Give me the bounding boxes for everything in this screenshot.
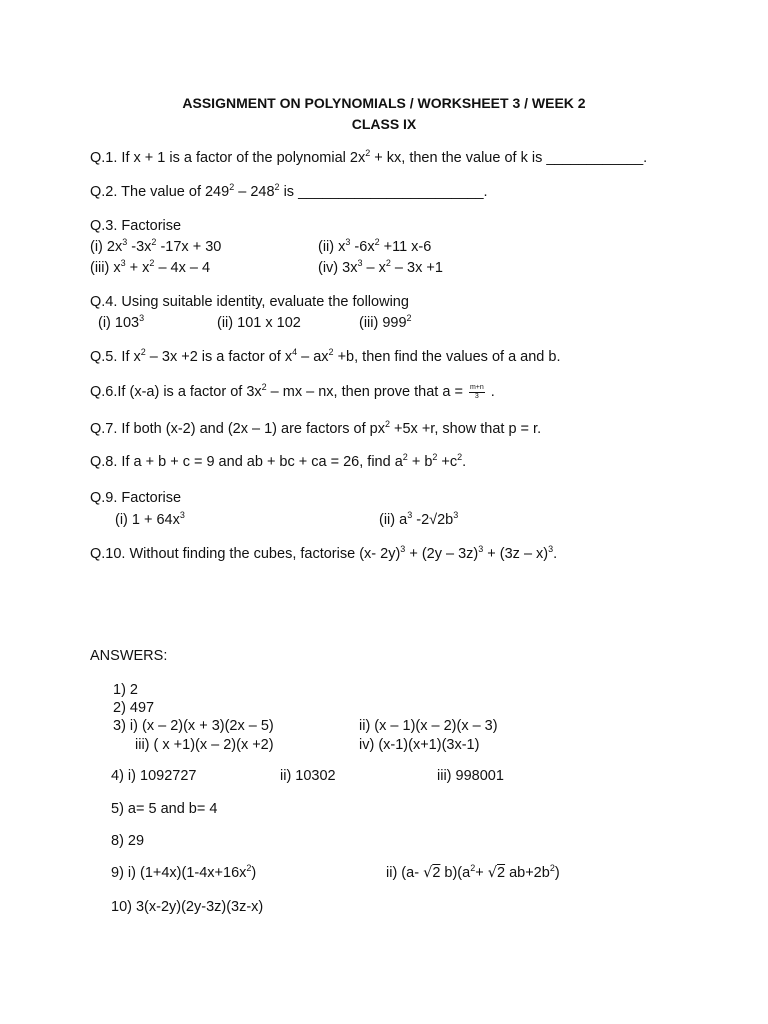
question-3-part-iv: (iv) $3x^3 - x^2 - 3x +1$ bbox=[318, 258, 443, 276]
question-10: Q.10. Without finding the cubes, factorise (x- 2y)$^3$ + (2y – 3z)$^3$ + (3z – x)$^3$. bbox=[90, 544, 558, 562]
answer-9-ii: ii) (a- √2 $b)(a^2+ √2$ $ab+2b^2$) bbox=[386, 863, 560, 881]
answer-3-iii: iii) ( x +1)(x – 2)(x +2) bbox=[135, 737, 274, 753]
question-2: Q.2. The value of $249^2 - 248^2$ is _______________________. bbox=[90, 182, 488, 200]
answer-9-i: 9) i) $(1+4x)(1-4x+16x^2)$ bbox=[111, 863, 257, 881]
question-9-part-i: (i) $1 + 64x^3$ bbox=[115, 510, 185, 528]
answer-3-i: 3) i) (x – 2)(x + 3)(2x – 5) bbox=[113, 718, 274, 734]
question-6: Q.6.If (x-a) is a factor of $3x^2$ – mx – nx, then prove that a = $\frac{m+n}{3}$ . bbox=[90, 382, 495, 400]
question-3-part-iii: (iii) $x^3 + x^2 - 4x - 4$ bbox=[90, 258, 211, 276]
question-9-part-ii: (ii) $a^3$ $-2√2b^3$ bbox=[379, 510, 459, 528]
answer-2: 2) 497 bbox=[113, 700, 155, 716]
answers-heading: ANSWERS: bbox=[90, 648, 168, 664]
question-4-part-iii: (iii) $999^2$ bbox=[359, 313, 412, 331]
answer-1: 1) 2 bbox=[113, 682, 138, 698]
question-5: Q.5. If $x^2 - 3x +2$ is a factor of $x^4 - ax^2 +b$, then find the values of a and b. bbox=[90, 347, 561, 365]
answer-3-iv: iv) (x-1)(x+1)(3x-1) bbox=[359, 737, 480, 753]
question-4-part-i: (i) $103^3$ bbox=[98, 313, 145, 331]
question-4-title: Q.4. Using suitable identity, evaluate the following bbox=[90, 294, 409, 310]
question-1: Q.1. If x + 1 is a factor of the polynomial $2x^2$ + kx, then the value of k is ____________. bbox=[90, 148, 648, 166]
sqrt-symbol: √ bbox=[423, 865, 433, 881]
question-4-part-ii: (ii) 101 x 102 bbox=[217, 315, 301, 331]
answer-4-iii: iii) 998001 bbox=[437, 768, 504, 784]
answer-5: 5) a= 5 and b= 4 bbox=[111, 801, 218, 817]
answer-8: 8) 29 bbox=[111, 833, 145, 849]
question-3-title: Q.3. Factorise bbox=[90, 218, 182, 234]
question-3-part-ii: (ii) $x^3$ $-6x^2 +11$ x-6 bbox=[318, 237, 432, 255]
answer-4-ii: ii) 10302 bbox=[280, 768, 336, 784]
fraction: $\frac{m+n}{3}$ bbox=[469, 383, 484, 400]
page-title: ASSIGNMENT ON POLYNOMIALS / WORKSHEET 3 / WEEK 2 bbox=[182, 95, 586, 111]
answer-10: 10) 3(x-2y)(2y-3z)(3z-x) bbox=[111, 899, 264, 915]
answer-4-i: 4) i) 1092727 bbox=[111, 768, 197, 784]
question-7: Q.7. If both (x-2) and (2x – 1) are factors of $px^2 +5x +r$, show that p = r. bbox=[90, 419, 542, 437]
answer-3-ii: ii) (x – 1)(x – 2)(x – 3) bbox=[359, 718, 498, 734]
page-subtitle: CLASS IX bbox=[351, 116, 417, 132]
question-9-title: Q.9. Factorise bbox=[90, 490, 182, 506]
question-3-part-i: (i) $2x^3$ $-3x^2$ -17x + 30 bbox=[90, 237, 222, 255]
sqrt-symbol: √ bbox=[487, 865, 497, 881]
question-8: Q.8. If a + b + c = 9 and ab + bc + ca = 26, find $a^2 + b^2 +c^2$. bbox=[90, 452, 467, 470]
